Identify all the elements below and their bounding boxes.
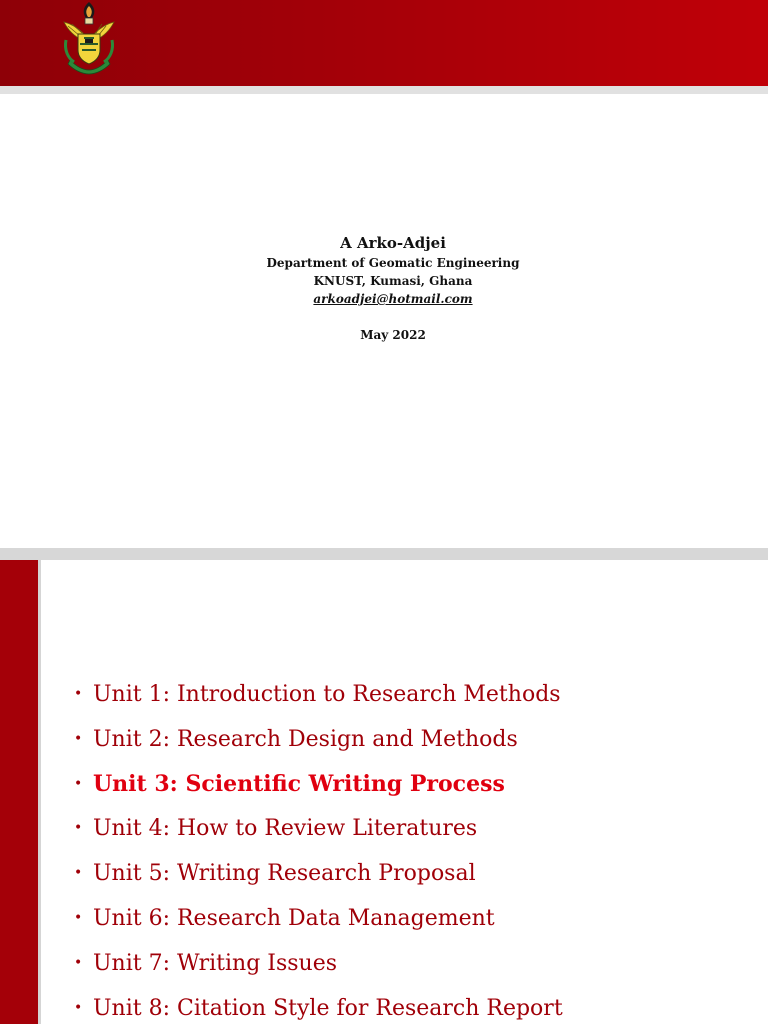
location: KNUST, Kumasi, Ghana bbox=[313, 274, 473, 288]
unit-label: Unit 7: Writing Issues bbox=[93, 950, 338, 976]
bullet-icon: • bbox=[74, 909, 83, 926]
units-slide bbox=[0, 560, 768, 1024]
bullet-icon: • bbox=[74, 999, 83, 1016]
unit-label: Unit 8: Citation Style for Research Report bbox=[93, 995, 563, 1021]
bullet-icon: • bbox=[74, 730, 83, 747]
side-accent-bar bbox=[0, 560, 38, 1024]
unit-label: Unit 1: Introduction to Research Methods bbox=[93, 682, 561, 707]
bullet-icon: • bbox=[74, 865, 83, 882]
title-block bbox=[0, 232, 768, 344]
unit-label: Unit 3: Scientific Writing Process bbox=[93, 770, 505, 797]
bullet-icon: • bbox=[74, 686, 83, 702]
email-link[interactable]: arkoadjei@hotmail.com bbox=[313, 292, 473, 306]
banner-divider bbox=[0, 86, 768, 94]
bullet-icon: • bbox=[74, 954, 83, 971]
header-banner bbox=[0, 0, 768, 86]
university-crest-icon bbox=[60, 0, 118, 78]
side-accent-line bbox=[38, 560, 41, 1024]
unit-label: Unit 5: Writing Research Proposal bbox=[93, 861, 476, 887]
unit-label: Unit 6: Research Data Management bbox=[93, 905, 495, 931]
department-name: Department of Geomatic Engineering bbox=[266, 256, 520, 270]
bullet-icon: • bbox=[74, 820, 83, 837]
bullet-icon: • bbox=[74, 775, 83, 792]
author-name: A Arko-Adjei bbox=[340, 234, 446, 252]
unit-label: Unit 4: How to Review Literatures bbox=[93, 816, 478, 842]
presentation-date: May 2022 bbox=[360, 328, 426, 342]
unit-label: Unit 2: Research Design and Methods bbox=[93, 726, 518, 752]
slide-separator bbox=[0, 548, 768, 560]
